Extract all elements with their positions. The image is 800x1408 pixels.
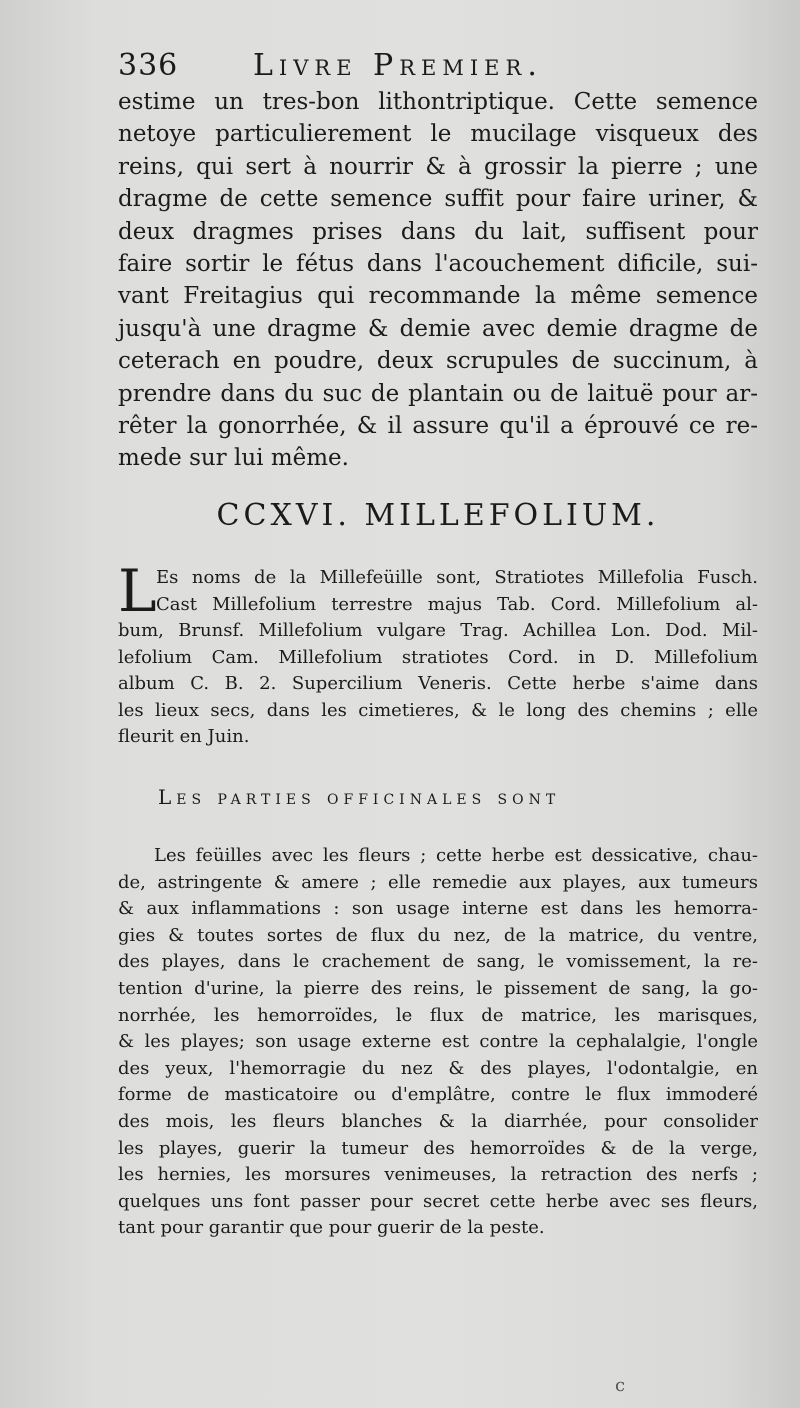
text-line: album C. B. 2. Supercilium Veneris. Cette herbe s'aime dans — [118, 673, 758, 694]
text-line: forme de masticatoire ou d'emplâtre, contre le flux immoderé — [118, 1084, 758, 1106]
text-line: les lieux secs, dans les cimetieres, & le long des chemins ; elle — [118, 699, 758, 721]
page-header — [118, 48, 758, 88]
text-line: norrhée, les hemorroïdes, le flux de matrice, les marisques, — [118, 1004, 758, 1026]
text-line: dragme de cette semence suffit pour faire uriner, & — [118, 186, 758, 213]
officinal-parts-paragraph — [118, 843, 758, 1242]
text-line: des mois, les fleurs blanches & la diarrhée, pour consolider — [118, 1110, 758, 1132]
corner-mark: c — [615, 1375, 626, 1396]
text-line: tant pour garantir que pour guerir de la peste. — [118, 1217, 545, 1239]
subsection-heading: Les parties officinales sont — [158, 785, 561, 809]
page-number: 336 — [118, 48, 179, 83]
text-line: des yeux, l'hemorragie du nez & des playes, l'odontalgie, en — [118, 1057, 758, 1079]
section-heading: CCXVI. MILLEFOLIUM. — [216, 498, 660, 533]
text-line: lefolium Cam. Millefolium stratiotes Cord. in D. Millefolium — [118, 646, 758, 668]
text-line: Les feüilles avec les fleurs ; cette herbe est dessicative, chau- — [154, 845, 758, 866]
text-line: des playes, dans le crachement de sang, le vomissement, la re- — [118, 951, 758, 973]
names-paragraph — [118, 557, 758, 751]
text-line: mede sur lui même. — [118, 445, 349, 472]
text-line: quelques uns font passer pour secret cette herbe avec ses fleurs, — [118, 1190, 758, 1212]
text-line: rêter la gonorrhée, & il assure qu'il a éprouvé ce re- — [118, 413, 758, 440]
text-line: fleurit en Juin. — [118, 726, 250, 747]
text-line: prendre dans du suc de plantain ou de laituë pour ar- — [118, 380, 758, 407]
text-line: de, astringente & amere ; elle remedie aux playes, aux tumeurs — [118, 871, 758, 893]
text-line: bum, Brunsf. Millefolium vulgare Trag. Achillea Lon. Dod. Mil- — [118, 620, 758, 641]
text-line: Cast Millefolium terrestre majus Tab. Cord. Millefolium al- — [156, 593, 758, 615]
running-title: Livre Premier. — [253, 48, 543, 83]
text-line: vant Freitagius qui recommande la même semence — [118, 283, 758, 310]
text-line: estime un tres-bon lithontriptique. Cette semence — [118, 89, 758, 115]
text-line: & aux inflammations : son usage interne est dans les hemorra- — [118, 898, 758, 920]
text-line: & les playes; son usage externe est contre la cephalalgie, l'ongle — [118, 1031, 758, 1053]
text-line: reins, qui sert à nourrir & à grossir la pierre ; une — [118, 153, 758, 180]
text-line: faire sortir le fétus dans l'acouchement dificile, sui- — [118, 251, 758, 278]
text-line: netoye particulierement le mucilage visqueux des — [118, 121, 758, 148]
drop-cap: L — [118, 557, 157, 625]
text-line: les playes, guerir la tumeur des hemorroïdes & de la verge, — [118, 1137, 758, 1159]
text-line: tention d'urine, la pierre des reins, le pissement de sang, la go- — [118, 977, 758, 999]
text-line: ceterach en poudre, deux scrupules de succinum, à — [118, 348, 758, 375]
text-line: les hernies, les morsures venimeuses, la retraction des nerfs ; — [118, 1164, 758, 1186]
text-line: jusqu'à une dragme & demie avec demie dragme de — [118, 315, 758, 342]
text-line: Es noms de la Millefeüille sont, Stratiotes Millefolia Fusch. — [156, 567, 758, 588]
text-line: gies & toutes sortes de flux du nez, de la matrice, du ventre, — [118, 924, 758, 946]
text-line: deux dragmes prises dans du lait, suffisent pour — [118, 218, 758, 245]
intro-paragraph — [118, 86, 758, 475]
